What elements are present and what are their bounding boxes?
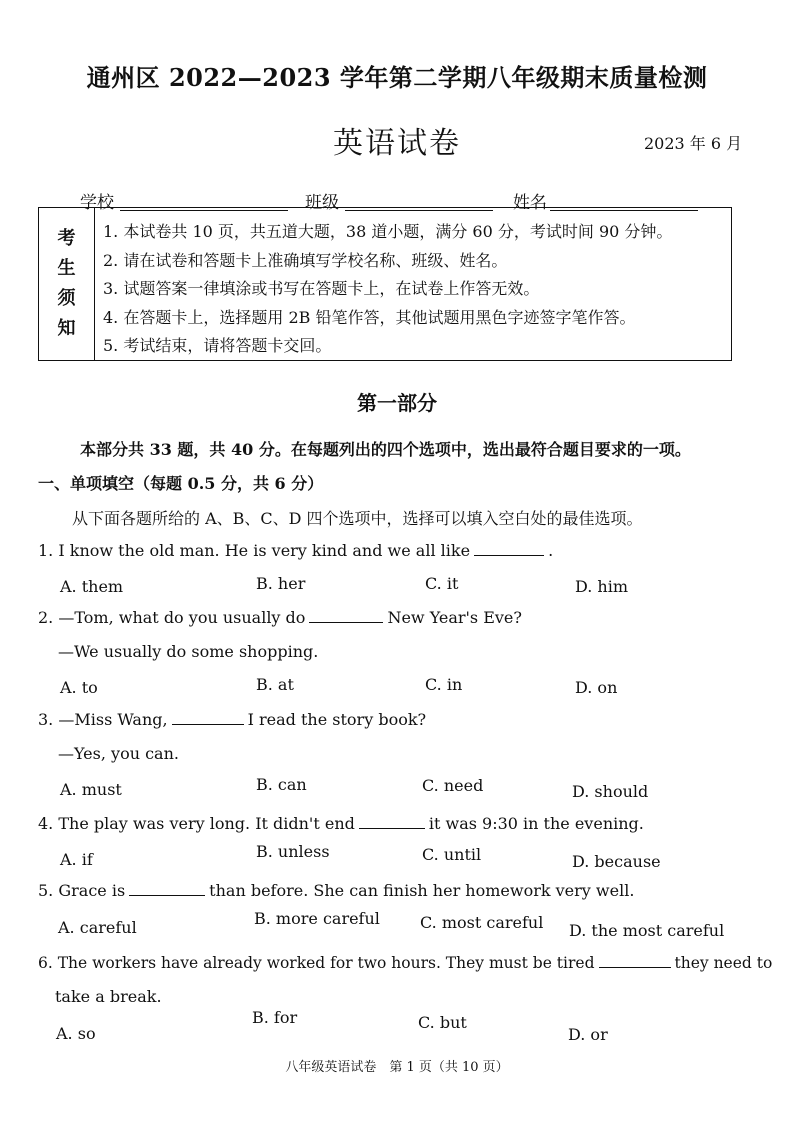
- option-a: A. must: [60, 780, 122, 799]
- notice-heading-char: 考: [57, 228, 76, 249]
- notice-heading: [39, 208, 95, 360]
- notice-item: 5. 考试结束，请将答题卡交回。: [103, 336, 332, 355]
- exam-subject: 英语试卷: [333, 126, 461, 161]
- question-3: [38, 710, 426, 729]
- answer-blank: [474, 541, 544, 556]
- option-a: A. careful: [58, 918, 137, 937]
- question-line: —Yes, you can.: [58, 744, 179, 763]
- question-text: 1. I know the old man. He is very kind and we all like: [38, 541, 471, 560]
- question-text: it was 9:30 in the evening.: [428, 814, 644, 833]
- notice-item: 2. 请在试卷和答题卡上准确填写学校名称、班级、姓名。: [103, 250, 508, 270]
- answer-blank: [599, 953, 671, 968]
- part-title: 一、单项填空（每题 0.5 分，共 6 分）: [38, 474, 324, 493]
- option-d: D. him: [575, 577, 629, 596]
- option-b: B. her: [256, 574, 306, 593]
- option-a: A. them: [60, 577, 124, 596]
- question-5: [38, 881, 634, 900]
- question-4: [38, 814, 644, 833]
- class-label: 班级: [305, 193, 339, 213]
- option-d: D. the most careful: [569, 921, 725, 940]
- option-d: D. should: [572, 782, 649, 801]
- question-text: New Year's Eve?: [387, 608, 522, 627]
- option-b: B. more careful: [254, 909, 380, 928]
- question-line: —We usually do some shopping.: [58, 642, 319, 661]
- section-intro: 本部分共 33 题，共 40 分。在每题列出的四个选项中，选出最符合题目要求的一项。: [80, 440, 691, 459]
- question-line: take a break.: [55, 987, 162, 1006]
- answer-blank: [172, 710, 244, 725]
- question-2: [38, 608, 522, 627]
- notice-item: 3. 试题答案一律填涂或书写在答题卡上，在试卷上作答无效。: [103, 279, 540, 298]
- notice-item: 4. 在答题卡上，选择题用 2B 铅笔作答，其他试题用黑色字迹签字笔作答。: [103, 307, 636, 327]
- option-a: A. if: [60, 850, 93, 869]
- notice-heading-char: 须: [57, 288, 76, 309]
- part-instruction: 从下面各题所给的 A、B、C、D 四个选项中，选择可以填入空白处的最佳选项。: [72, 509, 643, 528]
- option-a: A. so: [56, 1024, 96, 1043]
- exam-date: 2023 年 6 月: [644, 134, 743, 153]
- question-text: 6. The workers have already worked for two hours. They must be tired: [38, 954, 595, 972]
- option-b: B. for: [252, 1008, 298, 1027]
- option-c: C. it: [425, 574, 459, 593]
- option-d: D. because: [572, 852, 661, 871]
- question-text: they need to: [674, 954, 773, 972]
- answer-blank: [359, 814, 425, 829]
- question-text: .: [548, 541, 554, 560]
- section-title: 第一部分: [357, 391, 437, 415]
- school-label: 学校: [80, 193, 114, 213]
- page-footer: 八年级英语试卷 第 1 页（共 10 页）: [285, 1060, 509, 1075]
- question-text: 3. —Miss Wang,: [38, 710, 168, 729]
- option-c: C. until: [422, 845, 482, 864]
- question-text: 4. The play was very long. It didn't end: [38, 814, 355, 833]
- option-c: C. but: [418, 1013, 467, 1032]
- option-a: A. to: [60, 678, 98, 697]
- option-c: C. in: [425, 675, 463, 694]
- answer-blank: [129, 881, 205, 896]
- option-c: C. need: [422, 776, 484, 795]
- notice-heading-char: 知: [57, 318, 76, 339]
- exam-title: 通州区 2022—2023 学年第二学期八年级期末质量检测: [86, 63, 708, 92]
- notice-list: [103, 218, 672, 361]
- option-c: C. most careful: [420, 913, 544, 932]
- question-1: [38, 541, 553, 560]
- option-b: B. can: [256, 775, 307, 794]
- question-text: than before. She can finish her homework very well.: [209, 881, 635, 900]
- option-d: D. or: [568, 1025, 608, 1044]
- option-b: B. at: [256, 675, 294, 694]
- question-6: [38, 953, 772, 972]
- answer-blank: [309, 608, 383, 623]
- option-d: D. on: [575, 678, 618, 697]
- question-text: 5. Grace is: [38, 881, 126, 900]
- notice-item: 1. 本试卷共 10 页，共五道大题，38 道小题，满分 60 分，考试时间 90 分钟。: [103, 222, 673, 241]
- notice-heading-char: 生: [57, 258, 76, 279]
- question-text: 2. —Tom, what do you usually do: [38, 608, 306, 627]
- option-b: B. unless: [256, 842, 330, 861]
- question-text: I read the story book?: [247, 710, 427, 729]
- exam-notice-box: [38, 207, 732, 361]
- name-label: 姓名: [513, 193, 547, 213]
